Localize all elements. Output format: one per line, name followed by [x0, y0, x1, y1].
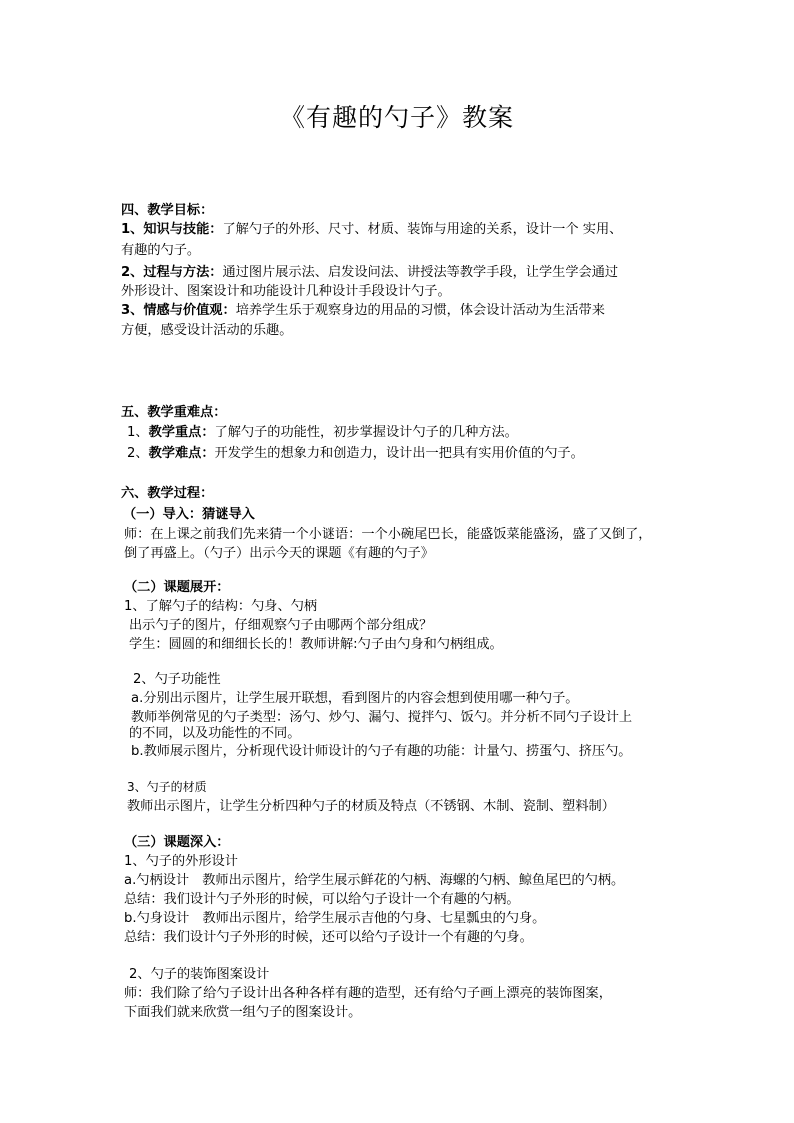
paragraph-line: b.勺身设计 教师出示图片，给学生展示吉他的勺身、七星瓢虫的勺身。	[124, 911, 546, 926]
item-text: 培养学生乐于观察身边的用品的习惯，体会设计活动为生活带来	[235, 303, 605, 318]
subsection-heading: （二）课题展开：	[124, 580, 230, 595]
section-heading-key-points: 五、教学重难点：	[121, 405, 227, 420]
paragraph-line: 有趣的勺子。	[121, 243, 201, 258]
paragraph-line: 倒了再盛上。（勺子）出示今天的课题《有趣的勺子》	[124, 546, 434, 561]
paragraph-line: 总结：我们设计勺子外形的时候，可以给勺子设计一个有趣的勺柄。	[124, 892, 520, 907]
paragraph-line: a.分别出示图片，让学生展开联想，看到图片的内容会想到使用哪一种勺子。	[131, 691, 579, 706]
item-label: 3、情感与价值观：	[121, 303, 236, 318]
section-heading-process: 六、教学过程：	[121, 486, 214, 501]
paragraph-line	[127, 445, 584, 462]
paragraph-line	[127, 424, 518, 441]
paragraph-line: 学生：圆圆的和细细长长的！教师讲解:勺子由勺身和勺柄组成。	[129, 637, 503, 652]
paragraph-line: 1、勺子的外形设计	[124, 854, 238, 869]
paragraph-line: 1、了解勺子的结构：勺身、勺柄	[124, 599, 318, 614]
item-label: 1、知识与技能：	[121, 222, 223, 237]
item-text: 通过图片展示法、启发设问法、讲授法等教学手段，让学生学会通过	[222, 265, 619, 280]
paragraph-line: 教师出示图片，让学生分析四种勺子的材质及特点（不锈钢、木制、瓷制、塑料制）	[127, 799, 615, 814]
paragraph-line: a.勺柄设计 教师出示图片，给学生展示鲜花的勺柄、海螺的勺柄、鲸鱼尾巴的勺柄。	[124, 873, 625, 888]
paragraph-line: 2、勺子功能性	[133, 672, 221, 687]
paragraph-line: 出示勺子的图片，仔细观察勺子由哪两个部分组成？	[129, 618, 433, 633]
document-title: 《有趣的勺子》教案	[279, 103, 514, 132]
paragraph-line: 2、勺子的装饰图案设计	[129, 967, 270, 982]
item-text: 了解勺子的功能性，初步掌握设计勺子的几种方法。	[214, 425, 518, 440]
item-label: 教学难点：	[148, 446, 215, 461]
paragraph-line: 方便，感受设计活动的乐趣。	[121, 323, 293, 338]
item-text: 开发学生的想象力和创造力，设计出一把具有实用价值的勺子。	[214, 446, 584, 461]
paragraph-line: 的不同，以及功能性的不同。	[129, 726, 301, 741]
paragraph-line: 师：我们除了给勺子设计出各种各样有趣的造型，还有给勺子画上漂亮的装饰图案，	[124, 986, 612, 1001]
item-label: 2、过程与方法：	[121, 265, 223, 280]
paragraph-line: 师：在上课之前我们先来猜一个小谜语：一个小碗尾巴长，能盛饭菜能盛汤，盛了又倒了，	[124, 527, 652, 542]
paragraph-line	[121, 302, 605, 319]
paragraph-line: 教师举例常见的勺子类型：汤勺、炒勺、漏勺、搅拌勺、饭勺。并分析不同勺子设计上	[131, 710, 633, 725]
paragraph-line	[121, 264, 618, 281]
subsection-heading: （一）导入：猜谜导入	[123, 507, 255, 522]
paragraph-line: 外形设计、图案设计和功能设计几种设计手段设计勺子。	[121, 284, 451, 299]
paragraph-line: b.教师展示图片，分析现代设计师设计的勺子有趣的功能：计量勺、捞蛋勺、挤压勺。	[131, 744, 632, 759]
paragraph-line: 总结：我们设计勺子外形的时候，还可以给勺子设计一个有趣的勺身。	[124, 930, 533, 945]
item-text: 了解勺子的外形、尺寸、材质、装饰与用途的关系，设计一个 实用、	[222, 222, 623, 237]
paragraph-line	[121, 221, 622, 238]
item-label: 教学重点：	[148, 425, 215, 440]
section-heading-objectives: 四、教学目标：	[121, 203, 214, 218]
paragraph-line: 3、勺子的材质	[127, 780, 207, 794]
item-number: 1、	[127, 425, 149, 440]
item-number: 2、	[127, 446, 149, 461]
paragraph-line: 下面我们就来欣赏一组勺子的图案设计。	[124, 1005, 362, 1020]
subsection-heading: （三）课题深入：	[124, 835, 230, 850]
